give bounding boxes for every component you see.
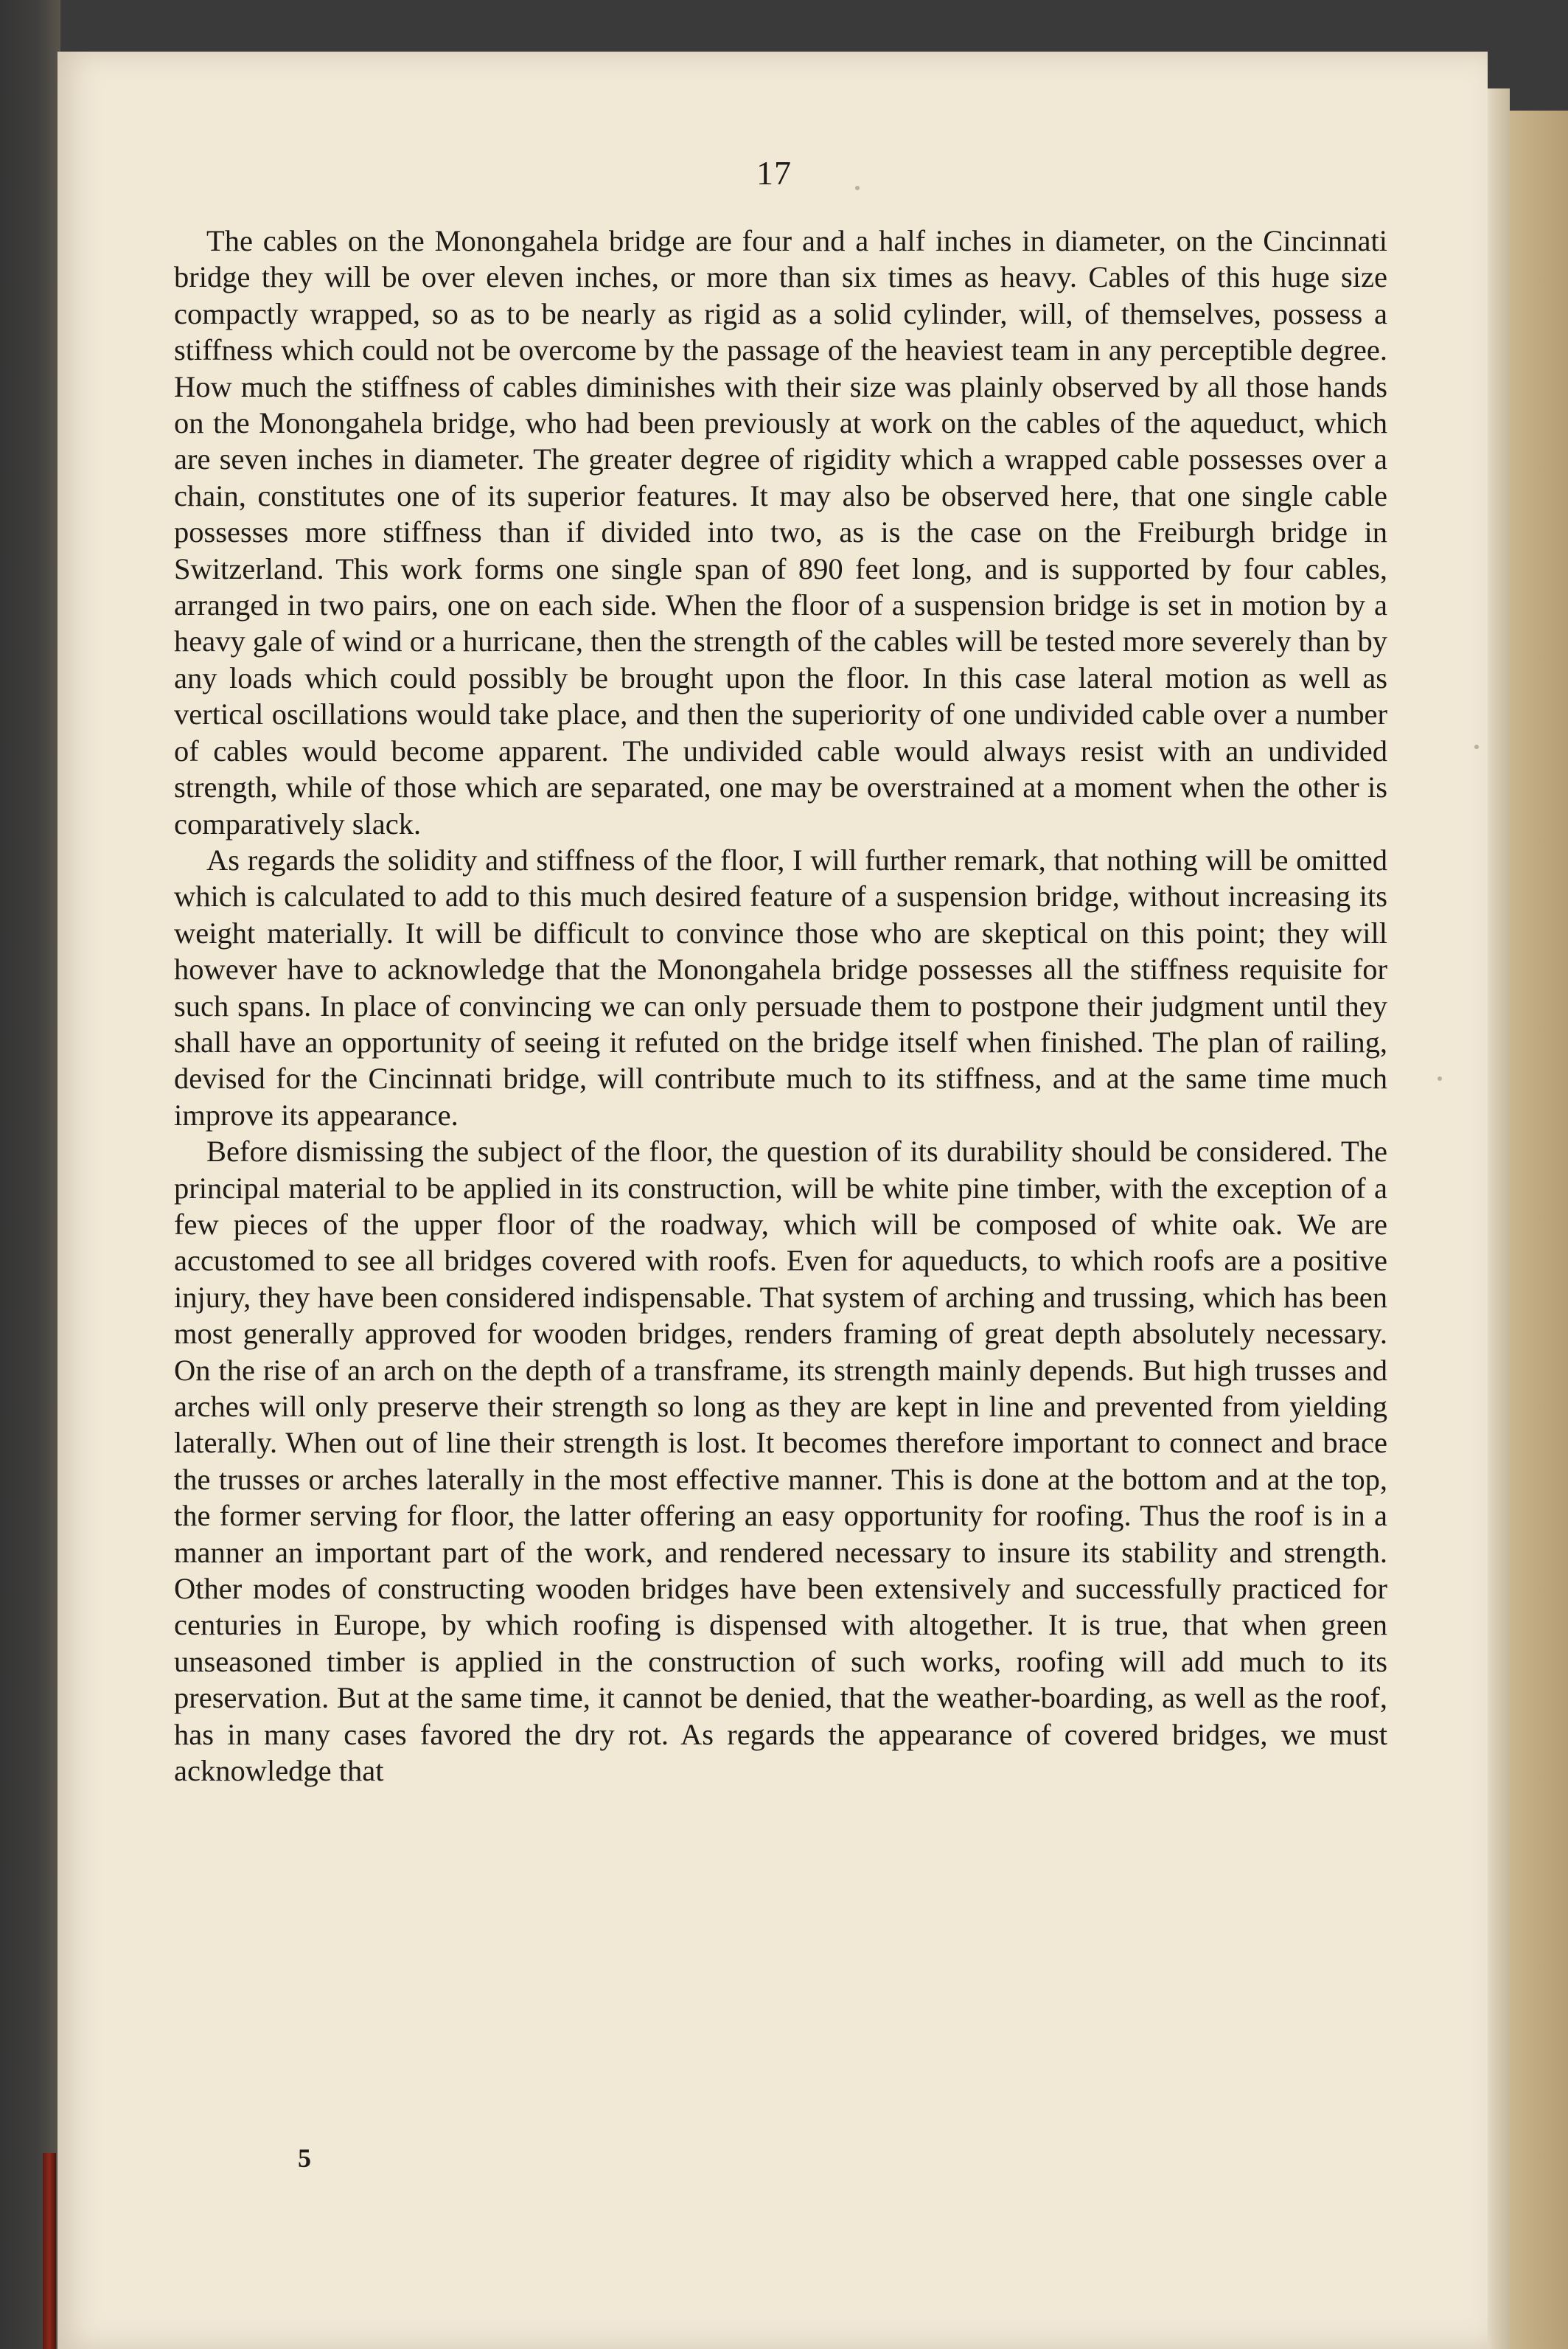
scan-background-gutter	[0, 0, 60, 2349]
page-number: 17	[756, 154, 792, 192]
paragraph-floor-solidity: As regards the solidity and stiffness of the floor, I will further remark, that nothing will be omitted which is calculated to add to this much desired feature of a suspension bridge, without increasing its weight materially. It will be difficult to convince those who are skeptical on this point; they will however have to acknowledge that the Monongahela bridge possesses all the stiffness requisite for such spans. In place of convincing we can only persuade them to postpone their judgment until they shall have an opportunity of seeing it refuted on the bridge itself when finished. The plan of railing, devised for the Cincinnati bridge, will contribute much to its stiffness, and at the same time much improve its appearance.	[174, 843, 1387, 1132]
paper-speck	[855, 186, 860, 190]
body-text	[174, 223, 1387, 2154]
paper-speck	[1474, 745, 1479, 749]
paper-speck	[1438, 1076, 1442, 1081]
book-binding-edge	[43, 2153, 56, 2349]
paragraph-cables-stiffness: The cables on the Monongahela bridge are four and a half inches in diameter, on the Cincinnati bridge they will be over eleven inches, or more than six times as heavy. Cables of this huge size compactly wrapped, so as to be nearly as rigid as a solid cylinder, will, of themselves, possess a stiffness which could not be overcome by the passage of the heaviest team in any perceptible degree. How much the stiffness of cables diminishes with their size was plainly observed by all those hands on the Monongahela bridge, who had been previously at work on the cables of the aqueduct, which are seven inches in diameter. The greater degree of rigidity which a wrapped cable possesses over a chain, constitutes one of its superior features. It may also be observed here, that one single cable possesses more stiffness than if divided into two, as is the case on the Freiburgh bridge in Switzerland. This work forms one single span of 890 feet long, and is supported by four cables, arranged in two pairs, one on each side. When the floor of a suspension bridge is set in motion by a heavy gale of wind or a hurricane, then the strength of the cables will be tested more severely than by any loads which could possibly be brought upon the floor. In this case lateral motion as well as vertical oscillations would take place, and then the superiority of one undivided cable over a number of cables would become apparent. The undivided cable would always resist with an undivided strength, while of those which are separated, one may be overstrained at a moment when the other is comparatively slack.	[174, 224, 1387, 841]
book-cover-edge	[1510, 111, 1568, 2349]
page-stack-edge	[1488, 88, 1510, 2349]
printer-signature-mark: 5	[298, 2143, 311, 2173]
paragraph-floor-durability: Before dismissing the subject of the floor, the question of its durability should be considered. The principal material to be applied in its construction, will be white pine timber, with the exception of a few pieces of the upper floor of the roadway, which will be composed of white oak. We are accustomed to see all bridges covered with roofs. Even for aqueducts, to which roofs are a positive injury, they have been considered indispensable. That system of arching and trussing, which has been most generally approved for wooden bridges, renders framing of great depth absolutely necessary. On the rise of an arch on the depth of a transframe, its strength mainly depends. But high trusses and arches will only preserve their strength so long as they are kept in line and prevented from yielding laterally. When out of line their strength is lost. It becomes therefore important to connect and brace the trusses or arches laterally in the most effective manner. This is done at the bottom and at the top, the former serving for floor, the latter offering an easy opportunity for roofing. Thus the roof is in a manner an important part of the work, and rendered necessary to insure its stability and strength. Other modes of constructing wooden bridges have been extensively and successfully practiced for centuries in Europe, by which roofing is dispensed with altogether. It is true, that when green unseasoned timber is applied in the construction of such works, roofing will add much to its preservation. But at the same time, it cannot be denied, that the weather-boarding, as well as the roof, has in many cases favored the dry rot. As regards the appearance of covered bridges, we must acknowledge that	[174, 1135, 1387, 1788]
